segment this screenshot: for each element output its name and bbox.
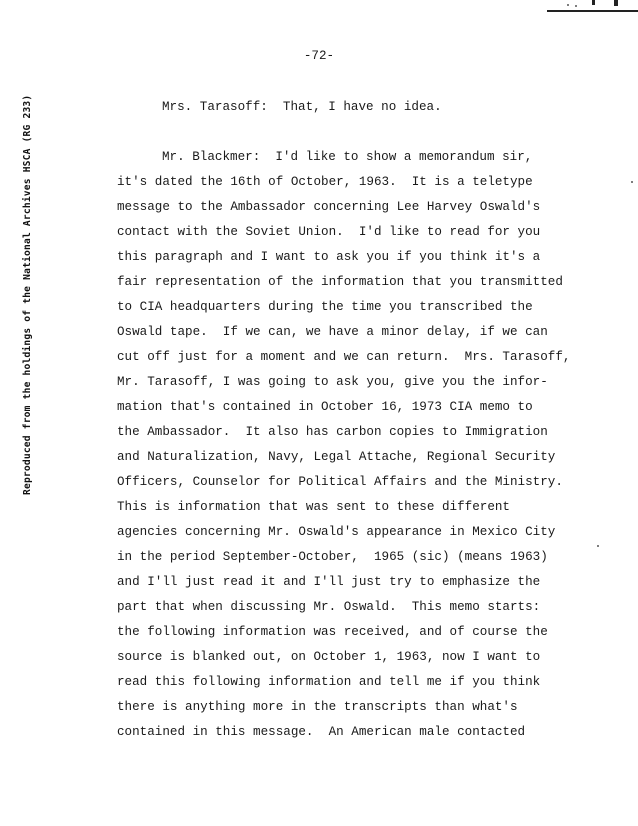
- text-line: Mr. Blackmer: I'd like to show a memorandum sir,: [162, 150, 533, 164]
- scan-speck: [631, 181, 633, 183]
- text-line: Mr. Tarasoff, I was going to ask you, give you the infor-: [117, 375, 548, 389]
- archive-stamp: Reproduced from the holdings of the National Archives HSCA (RG 233): [22, 94, 33, 495]
- text-line: this paragraph and I want to ask you if you think it's a: [117, 250, 541, 264]
- scan-speck: [575, 5, 577, 7]
- text-line: Oswald tape. If we can, we have a minor delay, if we can: [117, 325, 548, 339]
- text-line: This is information that was sent to these different: [117, 500, 510, 514]
- scan-artifact-top: [547, 10, 638, 12]
- scan-speck: [597, 545, 599, 547]
- scan-artifact-top-2: [592, 0, 595, 5]
- page-number: -72-: [303, 49, 335, 63]
- text-line: and Naturalization, Navy, Legal Attache, Regional Security: [117, 450, 556, 464]
- paragraph-text: Mrs. Tarasoff: That, I have no idea.: [162, 100, 442, 114]
- text-line: the Ambassador. It also has carbon copies to Immigration: [117, 425, 548, 439]
- text-line: part that when discussing Mr. Oswald. This memo starts:: [117, 600, 541, 614]
- text-line: to CIA headquarters during the time you transcribed the: [117, 300, 533, 314]
- text-line: contact with the Soviet Union. I'd like to read for you: [117, 225, 541, 239]
- text-line: and I'll just read it and I'll just try to emphasize the: [117, 575, 541, 589]
- scan-speck: [567, 4, 569, 6]
- text-line: cut off just for a moment and we can return. Mrs. Tarasoff,: [117, 350, 571, 364]
- scan-artifact-top-3: [614, 0, 618, 6]
- text-line: the following information was received, and of course the: [117, 625, 548, 639]
- text-line: source is blanked out, on October 1, 1963, now I want to: [117, 650, 541, 664]
- text-line: read this following information and tell me if you think: [117, 675, 541, 689]
- text-line: agencies concerning Mr. Oswald's appearance in Mexico City: [117, 525, 556, 539]
- text-line: Officers, Counselor for Political Affairs and the Ministry.: [117, 475, 563, 489]
- text-line: it's dated the 16th of October, 1963. It is a teletype: [117, 175, 533, 189]
- text-line: contained in this message. An American male contacted: [117, 725, 526, 739]
- text-line: in the period September-October, 1965 (sic) (means 1963): [117, 550, 548, 564]
- text-line: mation that's contained in October 16, 1973 CIA memo to: [117, 400, 533, 414]
- text-line: message to the Ambassador concerning Lee Harvey Oswald's: [117, 200, 541, 214]
- text-line: fair representation of the information that you transmitted: [117, 275, 563, 289]
- text-line: there is anything more in the transcripts than what's: [117, 700, 518, 714]
